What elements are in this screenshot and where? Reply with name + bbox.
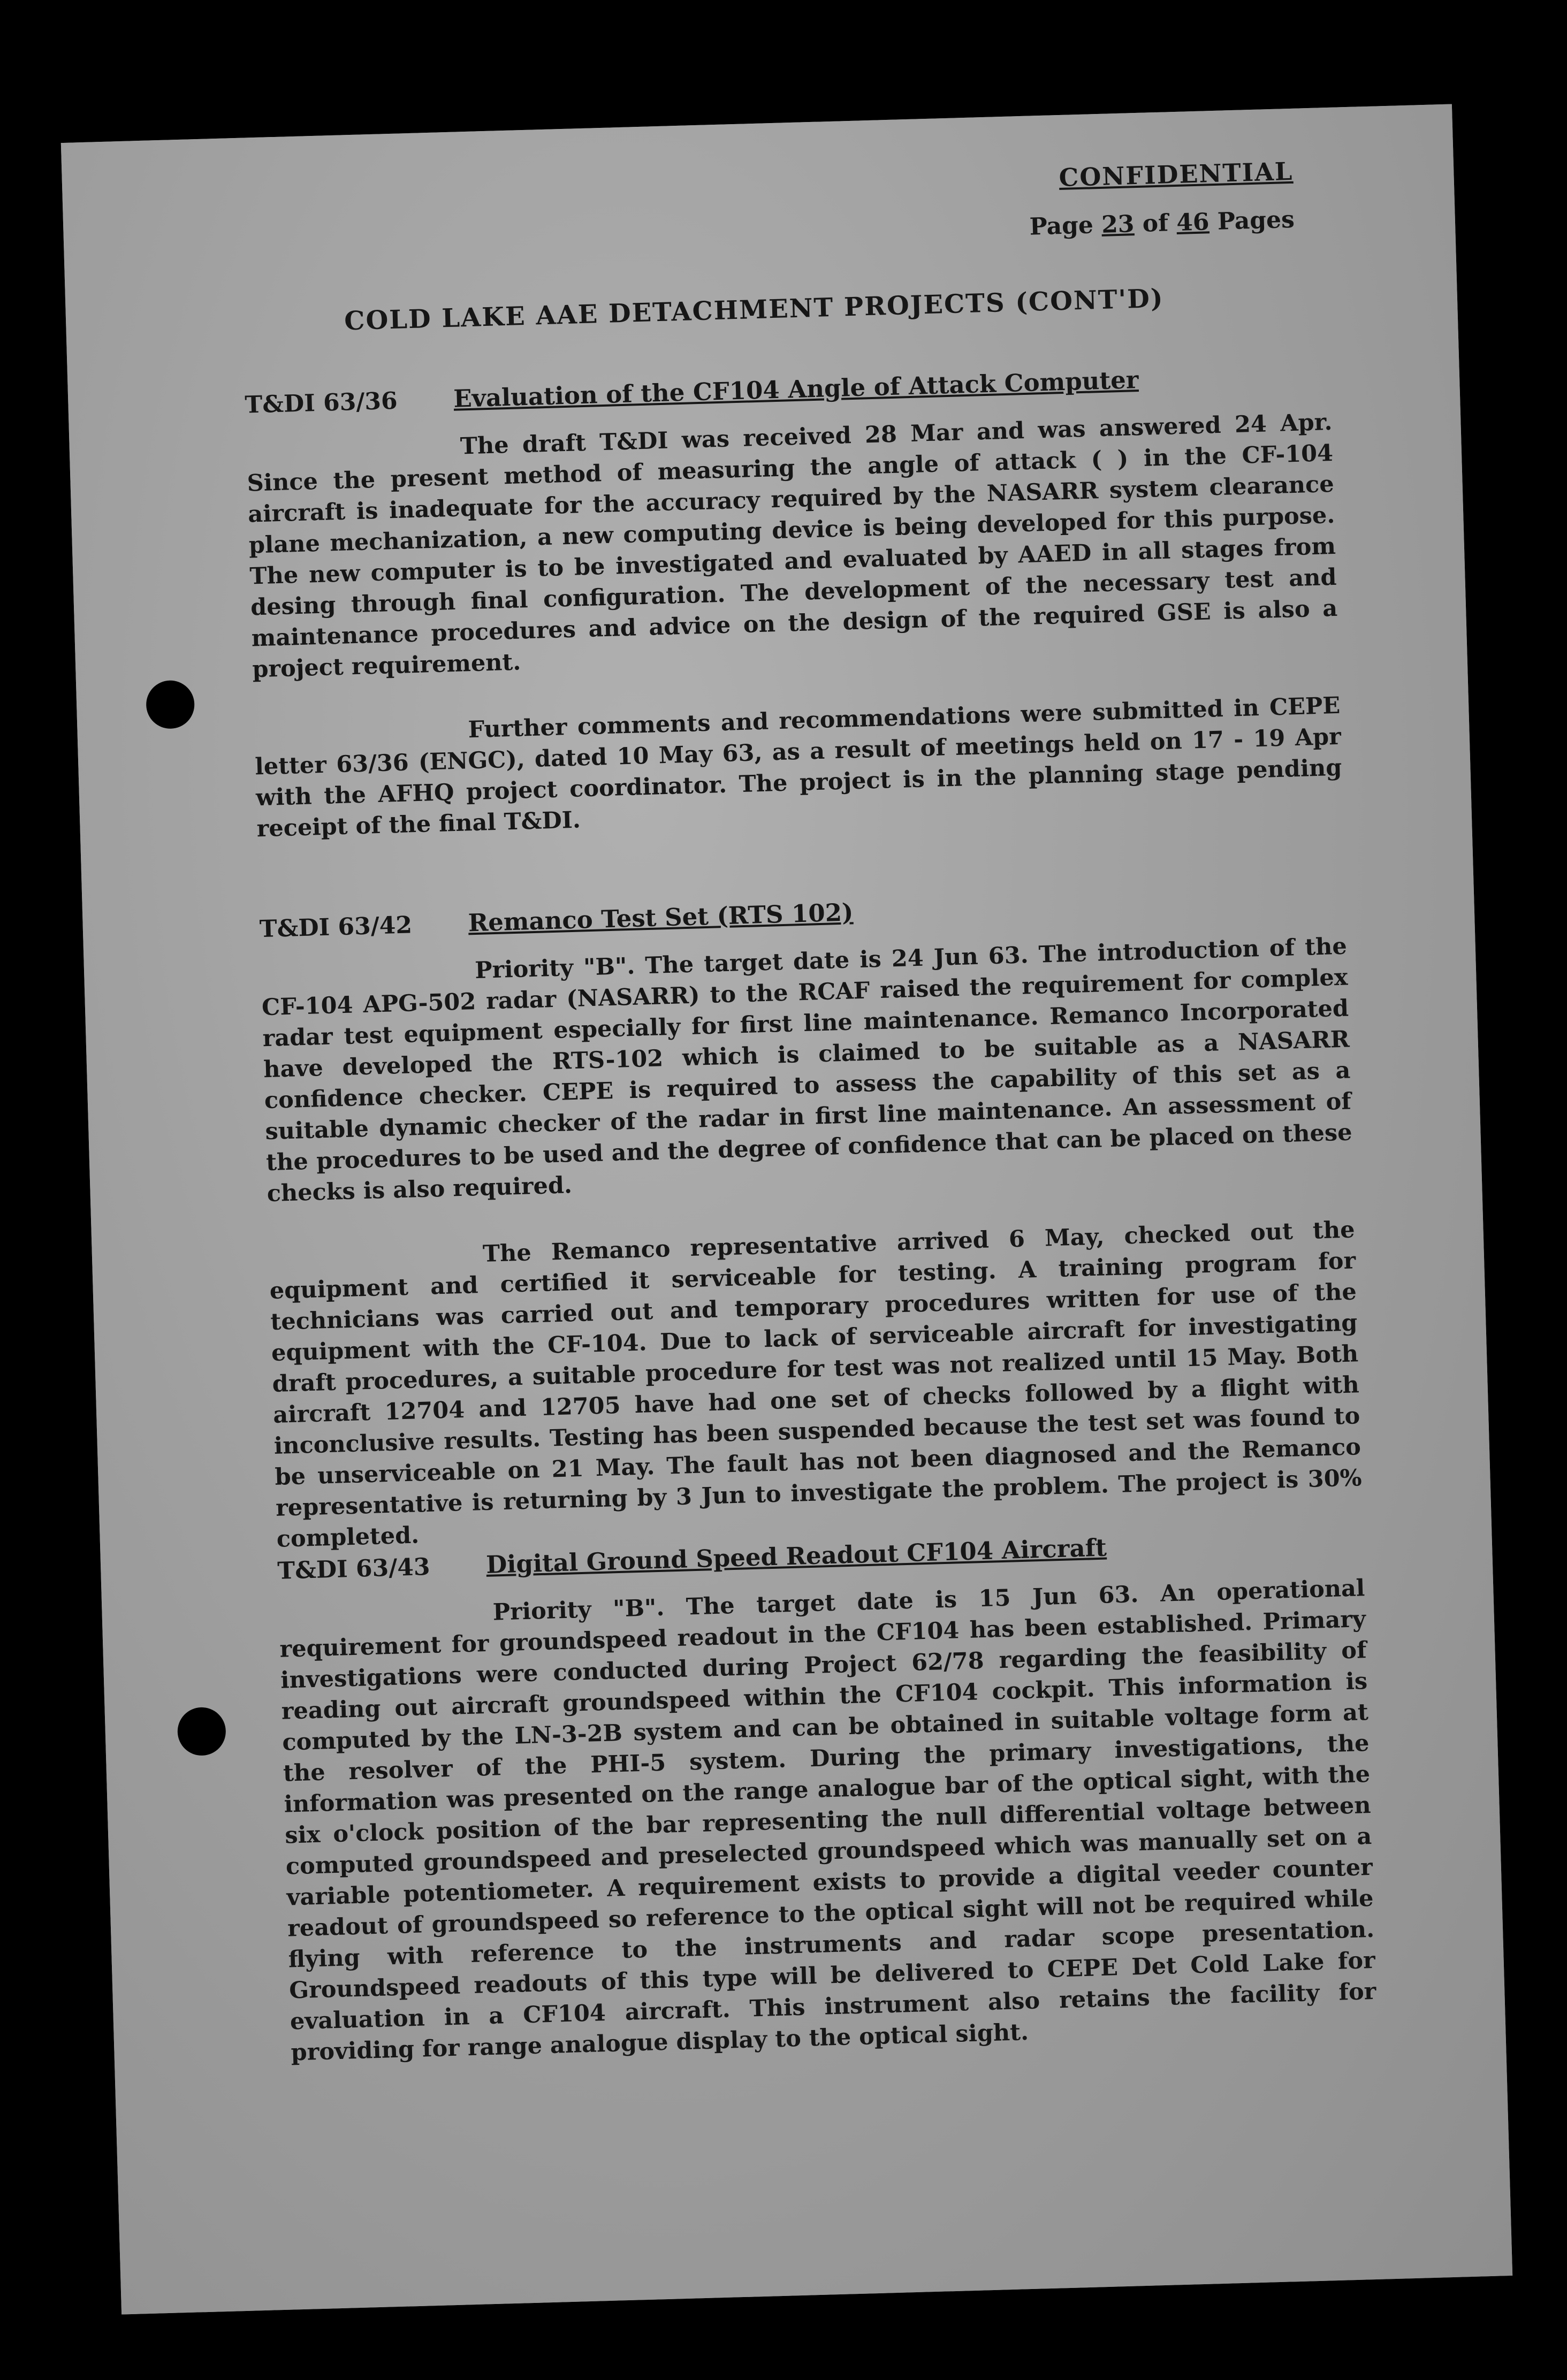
punch-hole [177,1707,226,1756]
page-total: 46 [1176,208,1210,237]
project-title: Remanco Test Set (RTS 102) [468,898,854,937]
page-number: 23 [1101,210,1135,239]
paragraph: The Remanco representative arrived 6 May, checked out the equipment and certified it serviceable for testing. A training program for technicians was carried out and temporary procedures written for use of the equipment with the CF-104. Due to lack of serviceable aircraft for investigating draft procedures, a suitable procedure for test was not realized until 15 May. Both aircraft 12704 and 12705 have had one set of checks followed by a flight with inconclusive results. Testing has been suspended because the test set was found to be unserviceable on 21 May. The fault has not been diagnosed and the Remanco representative is returning by 3 Jun to investigate the problem. The project is 30% completed. [269,1216,1363,1553]
project-code: T&DI 63/42 [259,911,413,943]
classification-marking: CONFIDENTIAL [1058,156,1294,193]
project-section [245,359,1344,880]
paragraph: Further comments and recommendations were submitted in CEPE letter 63/36 (ENGC), dated 10 May 63, as a result of meetings held on 17 - 19 Apr with the AFHQ project coordinator. The project is in the planning stage pending receipt of the final T&DI. [254,692,1343,843]
project-title: Digital Ground Speed Readout CF104 Aircraft [485,1533,1107,1579]
project-section [277,1525,1379,2103]
document-title: COLD LAKE AAE DETACHMENT PROJECTS (CONT'D) [344,283,1165,337]
project-title: Evaluation of the CF104 Angle of Attack Computer [453,365,1139,413]
punch-hole [146,680,195,729]
project-code: T&DI 63/36 [244,387,398,419]
page-header [1028,157,1295,241]
project-code: T&DI 63/43 [277,1553,431,1585]
project-section [259,883,1364,1590]
paragraph: Priority "B". The target date is 15 Jun 63. An operational requirement for groundspeed readout in the CF104 has been established. Primary investigations were conducted during Project 62/78 regarding the feasibility of reading out aircraft groundspeed within the CF104 cockpit. This information is computed by the LN-3-2B system and can be obtained in suitable voltage form at the resolver of the PHI-5 system. During the primary investigations, the information was presented on the range analogue bar of the optical sight, with the six o'clock position of the bar representing the null differential voltage between computed groundspeed and preselected groundspeed which was manually set on a variable potentiometer. A requirement exists to provide a digital veeder counter readout of groundspeed so reference to the optical sight will not be required while flying with reference to the instruments and radar scope presentation. Groundspeed readouts of this type will be delivered to CEPE Det Cold Lake for evaluation in a CF104 aircraft. This instrument also retains the facility for providing for range analogue display to the optical sight. [279,1575,1376,2066]
paragraph: Priority "B". The target date is 24 Jun 63. The introduction of the CF-104 APG-502 radar (NASARR) to the RCAF raised the requirement for complex radar test equipment especially for first line maintenance. Remanco Incorporated have developed the RTS-102 which is claimed to be suitable as a NASARR confidence checker. CEPE is required to assess the capability of this set as a suitable dynamic checker of the radar in first line maintenance. An assessment of the procedures to be used and the degree of confidence that can be placed on these checks is also required. [261,933,1353,1208]
paragraph: The draft T&DI was received 28 Mar and was answered 24 Apr. Since the present method of measuring the angle of attack ( ) in the CF-104 aircraft is inadequate for the accuracy required by the NASARR system clearance plane mechanization, a new computing device is being developed for this purpose. The new computer is to be investigated and evaluated by AAED in all stages from desing through final configuration. The development of the necessary test and maintenance procedures and advice on the design of the required GSE is also a project requirement. [247,408,1338,683]
document-page [61,104,1512,2314]
page-count: Page 23 of 46 Pages [1029,205,1295,241]
